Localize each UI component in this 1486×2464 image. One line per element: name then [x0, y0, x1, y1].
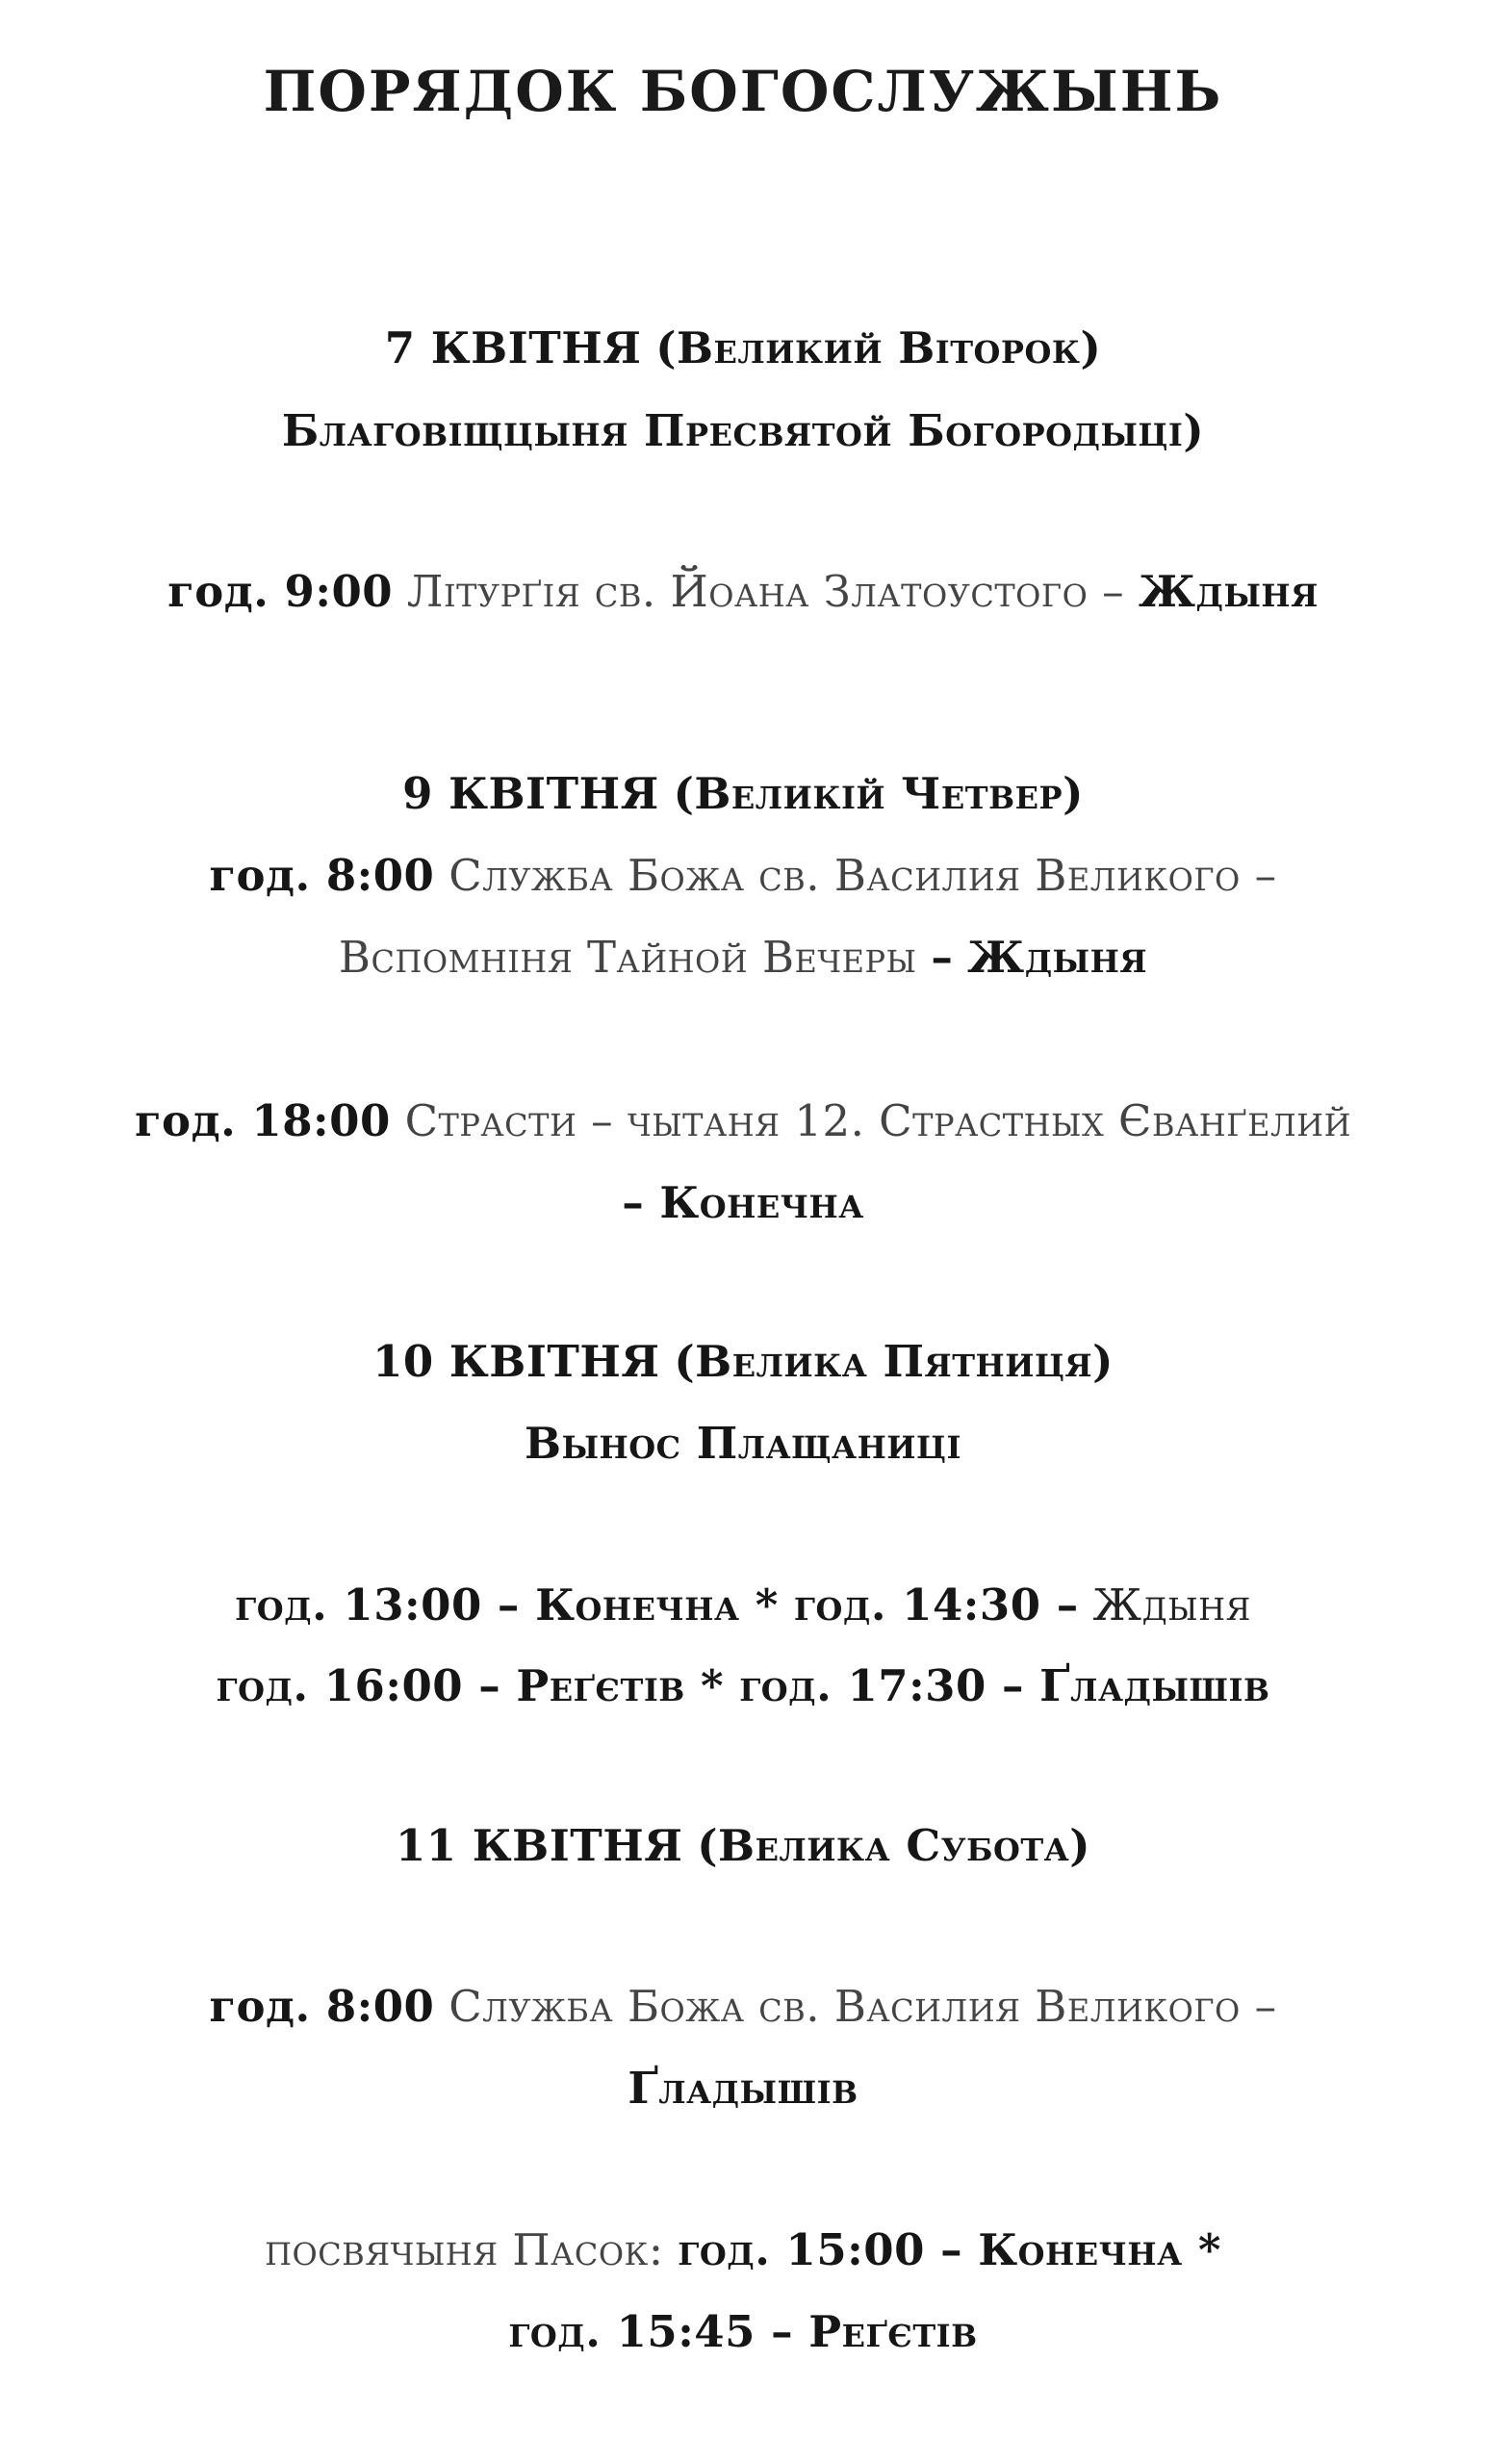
- feast-name: [0, 1415, 1486, 1473]
- service-row: [0, 847, 1486, 905]
- feast-label: Благовіщцыня Пресвятой Богородыці): [281, 405, 1205, 456]
- page-title: ПОРЯДОК БОГОСЛУЖЫНЬ: [263, 59, 1223, 124]
- feast-label: Вынос Плащаниці: [525, 1418, 961, 1469]
- service-row-continued: [0, 2060, 1486, 2118]
- date-heading-april11: [0, 1817, 1486, 1875]
- schedule-place: Ждыня: [1092, 1579, 1251, 1630]
- date: 9 КВІТНЯ: [402, 768, 659, 819]
- service-time: год. 8:00: [209, 1981, 435, 2032]
- service-name-continued: Вспомніня Тайной Вечеры: [338, 932, 917, 983]
- service-place: Ждыня: [1138, 566, 1319, 617]
- date: 10 КВІТНЯ: [372, 1336, 660, 1387]
- service-name: Служба Божа св. Василия Великого –: [448, 850, 1277, 901]
- service-place: Ґладышів: [628, 2063, 858, 2114]
- schedule-row: [0, 1657, 1486, 1715]
- blessing-label: посвячыня Пасок:: [265, 2224, 664, 2275]
- service-place: – Конечна: [622, 1177, 864, 1228]
- service-row-continued: [0, 929, 1486, 987]
- service-time: год. 18:00: [134, 1095, 391, 1146]
- day-name: (Великій Четвер): [673, 768, 1084, 819]
- service-time: год. 8:00: [209, 850, 435, 901]
- day-name: (Велика Субота): [697, 1820, 1091, 1871]
- date-heading-april10: [0, 1333, 1486, 1391]
- service-place: Ждыня: [967, 932, 1148, 983]
- service-name: Страсти – чытаня 12. Страстных Єванґелий: [404, 1095, 1351, 1146]
- day-name: (Великий Віторок): [655, 322, 1102, 373]
- blessing-time: год. 15:45 – Реґєтів: [508, 2306, 978, 2357]
- service-row: [0, 563, 1486, 621]
- schedule-row: [0, 1577, 1486, 1634]
- date-heading-april9: [0, 765, 1486, 823]
- date: 11 КВІТНЯ: [395, 1820, 683, 1871]
- blessing-row: [0, 2303, 1486, 2361]
- day-name: (Велика Пятниця): [674, 1336, 1114, 1387]
- blessing-row: [0, 2221, 1486, 2279]
- schedule-text: год. 13:00 – Конечна * год. 14:30 –: [235, 1579, 1079, 1630]
- service-name: Служба Божа св. Василия Великого –: [448, 1981, 1277, 2032]
- date: 7 КВІТНЯ: [384, 322, 642, 373]
- service-row: [0, 1978, 1486, 2036]
- service-row-continued: [0, 1174, 1486, 1232]
- schedule-text: год. 16:00 – Реґєтів * год. 17:30 – Ґладышів: [216, 1660, 1270, 1711]
- date-heading-april7: [0, 320, 1486, 377]
- blessing-time: год. 15:00 – Конечна *: [678, 2224, 1221, 2275]
- feast-name: [0, 402, 1486, 460]
- service-name: Літурґія св. Йоана Златоустого –: [406, 566, 1125, 617]
- dash: –: [931, 932, 954, 983]
- service-row: [0, 1092, 1486, 1150]
- service-time: год. 9:00: [167, 566, 394, 617]
